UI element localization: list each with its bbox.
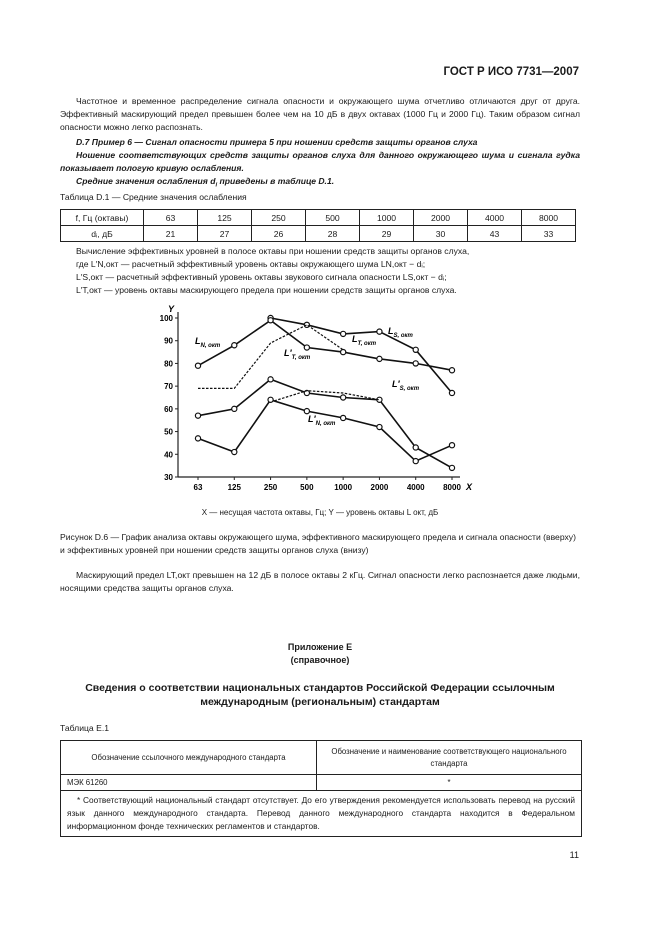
table-header-cell: Обозначение и наименование соответствующего национального стандарта (317, 741, 582, 775)
data-point (195, 436, 200, 441)
table-d1-caption: Таблица D.1 — Средние значения ослабления (60, 192, 247, 202)
standards-table (60, 740, 582, 837)
table-cell: 29 (360, 226, 414, 242)
table-row-label: f, Гц (октавы) (61, 210, 144, 226)
data-point (341, 415, 346, 420)
data-point (341, 395, 346, 400)
figure-caption: Рисунок D.6 — График анализа октавы окружающего шума, эффективного маскирующего предела и сигнала опасности (вверху) и эффективных уровней при ношении средств защиты органов слуха (внизу) (60, 532, 576, 555)
appendix-subtitle: (справочное) (290, 655, 350, 665)
x-tick-label: 500 (300, 483, 314, 492)
x-tick-label: 2000 (370, 483, 389, 492)
table-cell: 500 (306, 210, 360, 226)
data-point (377, 329, 382, 334)
y-tick-label: 50 (164, 427, 173, 437)
table-cell: 1000 (360, 210, 414, 226)
x-axis-label: X (466, 482, 473, 492)
table-cell: 8000 (522, 210, 576, 226)
document-header: ГОСТ Р ИСО 7731—2007 (443, 66, 579, 78)
data-point (304, 409, 309, 414)
table-cell: 4000 (468, 210, 522, 226)
table-cell: 27 (198, 226, 252, 242)
label-ls: $L_{S, окт}$ (388, 326, 413, 339)
table-row (61, 226, 576, 242)
label-ln: $L_{N, окт}$ (195, 336, 221, 349)
example-heading: D.7 Пример 6 — Сигнал опасности примера 5 при ношении средств защиты органов слуха (76, 137, 478, 147)
data-point (377, 356, 382, 361)
table-cell: * (317, 775, 582, 791)
y-tick-label: 30 (164, 473, 173, 482)
x-tick-label: 125 (227, 483, 241, 492)
series-line (271, 391, 380, 402)
table-row (61, 210, 576, 226)
table-cell: 250 (252, 210, 306, 226)
table-row (61, 791, 582, 837)
y-tick-label: 80 (164, 359, 173, 369)
table-cell: 33 (522, 226, 576, 242)
data-point (413, 347, 418, 352)
label-lpn: $L'_{N, окт}$ (308, 414, 336, 427)
appendix-heading: Сведения о соответствии национальных стандартов Российской Федерации ссылочным международным (региональным) стандартам (85, 682, 555, 708)
data-point (341, 349, 346, 354)
example-description: Ношение соответствующих средств защиты органов слуха для данного окружающего шума и сигнала гудка показывает пологую кривую ослабления. (60, 150, 580, 173)
y-axis-label: Y (168, 304, 175, 314)
table-e1-caption: Таблица Е.1 (60, 723, 109, 733)
table-row (61, 775, 582, 791)
y-tick-label: 60 (164, 404, 173, 414)
data-point (377, 424, 382, 429)
table-cell: 26 (252, 226, 306, 242)
y-tick-label: 40 (164, 450, 173, 460)
calc-line-3: L′S,окт — расчетный эффективный уровень октавы звукового сигнала опасности LS,окт − dᵢ; (76, 272, 447, 282)
data-point (413, 459, 418, 464)
calc-line-4: L′T,окт — уровень октавы маскирующего предела при ношении средств защиты органов слуха. (76, 285, 457, 295)
table-row (61, 741, 582, 775)
y-tick-label: 70 (164, 382, 173, 392)
data-point (449, 368, 454, 373)
table-cell: 21 (144, 226, 198, 242)
data-point (232, 343, 237, 348)
x-tick-label: 4000 (406, 483, 425, 492)
y-tick-label: 90 (164, 336, 173, 346)
table-cell: МЭК 61260 (61, 775, 317, 791)
intro-paragraph: Частотное и временное распределение сигнала опасности и окружающего шума отчетливо отличаются друг от друга. Эффективный маскирующий предел превышен более чем на 10 дБ в двух октавах (1000 Гц и 2000 Гц). Таким образом сигнал опасности можно легко распознать. (60, 96, 580, 132)
y-tick-label: 100 (159, 314, 173, 323)
table-header-cell: Обозначение ссылочного международного стандарта (61, 741, 317, 775)
data-point (232, 449, 237, 454)
table-cell: 28 (306, 226, 360, 242)
chart-axes (160, 312, 462, 492)
data-point (449, 443, 454, 448)
calc-line-1: Вычисление эффективных уровней в полосе октавы при ношении средств защиты органов слуха, (76, 246, 470, 256)
conclusion-paragraph: Маскирующий предел LT,окт превышен на 12 дБ в полосе октавы 2 кГц. Сигнал опасности легко распознается даже людьми, носящими средства защиты органов слуха. (60, 570, 580, 593)
table-cell: 43 (468, 226, 522, 242)
calc-line-2: где L′N,окт — расчетный эффективный уровень октавы окружающего шума LN,окт − dᵢ; (76, 259, 426, 269)
table-cell: 125 (198, 210, 252, 226)
data-point (304, 345, 309, 350)
chart-series (195, 315, 454, 470)
label-lt: $L_{T, окт}$ (352, 334, 377, 347)
table-cell: 2000 (414, 210, 468, 226)
attenuation-table (60, 209, 576, 242)
x-tick-label: 8000 (443, 483, 461, 492)
data-point (413, 445, 418, 450)
attenuation-note: Средние значения ослабления $d_i$ приведены в таблице D.1. (76, 176, 335, 189)
x-tick-label: 250 (263, 483, 278, 492)
data-point (195, 363, 200, 368)
octave-level-chart (140, 300, 480, 500)
data-point (195, 413, 200, 418)
data-point (413, 361, 418, 366)
data-point (449, 390, 454, 395)
x-tick-label: 63 (193, 483, 203, 492)
table-footnote: * Соответствующий национальный стандарт отсутствует. До его утверждения рекомендуется использовать перевод на русский язык данного международного стандарта. Перевод данного международного стандарта находится в Федеральном информационном фонде технических регламентов и стандартов. (61, 791, 582, 837)
data-point (268, 397, 273, 402)
data-point (268, 318, 273, 323)
page-number: 11 (569, 850, 579, 860)
appendix-title: Приложение Е (287, 642, 353, 652)
data-point (232, 406, 237, 411)
x-tick-label: 1000 (334, 483, 353, 492)
table-cell: 30 (414, 226, 468, 242)
label-lps: $L'_{S, окт}$ (392, 379, 420, 392)
axis-note: X — несущая частота октавы, Гц; Y — уровень октавы L окт, дБ (201, 508, 439, 517)
data-point (268, 377, 273, 382)
table-row-label: dᵢ, дБ (61, 226, 144, 242)
data-point (341, 331, 346, 336)
table-cell: 63 (144, 210, 198, 226)
data-point (449, 465, 454, 470)
label-lpt: $L'_{T, окт}$ (284, 348, 311, 361)
